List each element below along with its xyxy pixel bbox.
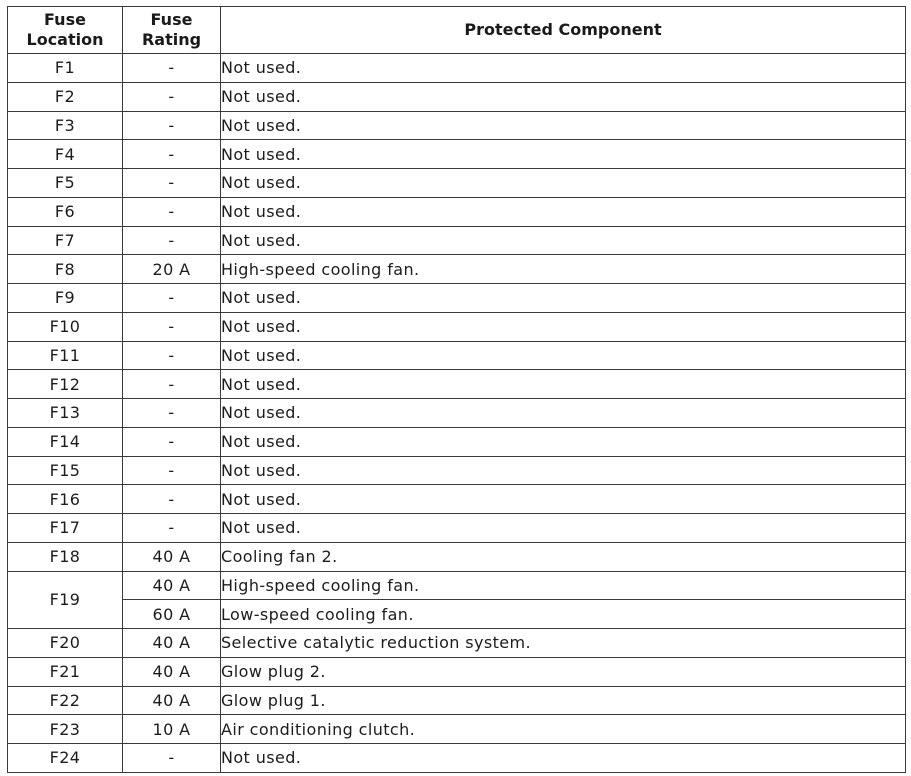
fuse-location-cell: F18 [8, 542, 123, 571]
protected-component-cell: Not used. [221, 140, 906, 169]
fuse-rating-cell: - [123, 226, 221, 255]
fuse-table [7, 6, 906, 773]
table-row [8, 312, 906, 341]
table-row [8, 140, 906, 169]
protected-component-cell: Not used. [221, 284, 906, 313]
protected-component-cell: Not used. [221, 312, 906, 341]
table-row [8, 82, 906, 111]
protected-component-cell: Not used. [221, 169, 906, 198]
protected-component-cell: Not used. [221, 456, 906, 485]
table-row [8, 370, 906, 399]
fuse-rating-cell: 60 A [123, 600, 221, 629]
fuse-rating-cell: - [123, 456, 221, 485]
table-row [8, 542, 906, 571]
table-row [8, 744, 906, 773]
protected-component-cell: Not used. [221, 197, 906, 226]
fuse-rating-cell: - [123, 312, 221, 341]
header-fuse-rating-line2: Rating [141, 30, 202, 49]
fuse-location-cell: F24 [8, 744, 123, 773]
protected-component-cell: Not used. [221, 399, 906, 428]
protected-component-cell: Not used. [221, 82, 906, 111]
fuse-rating-cell: 40 A [123, 542, 221, 571]
fuse-rating-cell: - [123, 111, 221, 140]
table-row [8, 255, 906, 284]
protected-component-cell: High-speed cooling fan. [221, 255, 906, 284]
header-fuse-location-line2: Location [26, 30, 104, 49]
header-fuse-location [8, 7, 123, 54]
fuse-rating-cell: 40 A [123, 629, 221, 658]
fuse-location-cell: F10 [8, 312, 123, 341]
header-fuse-rating-line1: Fuse [150, 10, 193, 29]
protected-component-cell: Air conditioning clutch. [221, 715, 906, 744]
fuse-rating-cell: - [123, 485, 221, 514]
fuse-location-cell: F15 [8, 456, 123, 485]
fuse-location-cell: F21 [8, 657, 123, 686]
table-row [8, 485, 906, 514]
protected-component-cell: Not used. [221, 744, 906, 773]
fuse-location-cell: F7 [8, 226, 123, 255]
fuse-location-cell: F13 [8, 399, 123, 428]
table-row [8, 657, 906, 686]
table-row [8, 427, 906, 456]
table-row [8, 715, 906, 744]
fuse-rating-cell: - [123, 744, 221, 773]
fuse-rating-cell: 10 A [123, 715, 221, 744]
table-body [8, 54, 906, 773]
fuse-rating-cell: - [123, 341, 221, 370]
fuse-rating-cell: - [123, 399, 221, 428]
fuse-location-cell: F9 [8, 284, 123, 313]
header-fuse-rating [123, 7, 221, 54]
fuse-location-cell: F1 [8, 54, 123, 83]
table-row [8, 111, 906, 140]
fuse-location-cell: F19 [8, 571, 123, 629]
protected-component-cell: Not used. [221, 54, 906, 83]
header-row [8, 7, 906, 54]
fuse-rating-cell: - [123, 82, 221, 111]
table-row [8, 284, 906, 313]
fuse-location-cell: F11 [8, 341, 123, 370]
fuse-rating-cell: - [123, 370, 221, 399]
protected-component-cell: Glow plug 1. [221, 686, 906, 715]
protected-component-cell: Not used. [221, 427, 906, 456]
table-row [8, 197, 906, 226]
fuse-rating-cell: 20 A [123, 255, 221, 284]
fuse-location-cell: F6 [8, 197, 123, 226]
header-fuse-location-line1: Fuse [44, 10, 86, 29]
table-row [8, 169, 906, 198]
table-row [8, 629, 906, 658]
protected-component-cell: Not used. [221, 514, 906, 543]
fuse-rating-cell: - [123, 169, 221, 198]
fuse-location-cell: F8 [8, 255, 123, 284]
fuse-location-cell: F20 [8, 629, 123, 658]
fuse-rating-cell: 40 A [123, 571, 221, 600]
fuse-location-cell: F17 [8, 514, 123, 543]
table-row [8, 600, 906, 629]
fuse-location-cell: F2 [8, 82, 123, 111]
fuse-location-cell: F14 [8, 427, 123, 456]
fuse-rating-cell: - [123, 54, 221, 83]
fuse-location-cell: F16 [8, 485, 123, 514]
table-header [8, 7, 906, 54]
table-row [8, 341, 906, 370]
fuse-rating-cell: - [123, 140, 221, 169]
protected-component-cell: High-speed cooling fan. [221, 571, 906, 600]
fuse-location-cell: F3 [8, 111, 123, 140]
protected-component-cell: Not used. [221, 111, 906, 140]
table-row [8, 686, 906, 715]
protected-component-cell: Not used. [221, 370, 906, 399]
fuse-rating-cell: 40 A [123, 686, 221, 715]
protected-component-cell: Glow plug 2. [221, 657, 906, 686]
fuse-rating-cell: - [123, 284, 221, 313]
protected-component-cell: Selective catalytic reduction system. [221, 629, 906, 658]
protected-component-cell: Low-speed cooling fan. [221, 600, 906, 629]
protected-component-cell: Not used. [221, 341, 906, 370]
protected-component-cell: Cooling fan 2. [221, 542, 906, 571]
fuse-location-cell: F23 [8, 715, 123, 744]
fuse-rating-cell: 40 A [123, 657, 221, 686]
protected-component-cell: Not used. [221, 485, 906, 514]
fuse-location-cell: F5 [8, 169, 123, 198]
table-row [8, 399, 906, 428]
header-protected-component: Protected Component [221, 7, 906, 54]
fuse-rating-cell: - [123, 427, 221, 456]
table-row [8, 571, 906, 600]
table-row [8, 226, 906, 255]
table-row [8, 514, 906, 543]
fuse-location-cell: F4 [8, 140, 123, 169]
fuse-location-cell: F12 [8, 370, 123, 399]
fuse-rating-cell: - [123, 197, 221, 226]
fuse-location-cell: F22 [8, 686, 123, 715]
protected-component-cell: Not used. [221, 226, 906, 255]
table-row [8, 456, 906, 485]
fuse-rating-cell: - [123, 514, 221, 543]
table-row [8, 54, 906, 83]
